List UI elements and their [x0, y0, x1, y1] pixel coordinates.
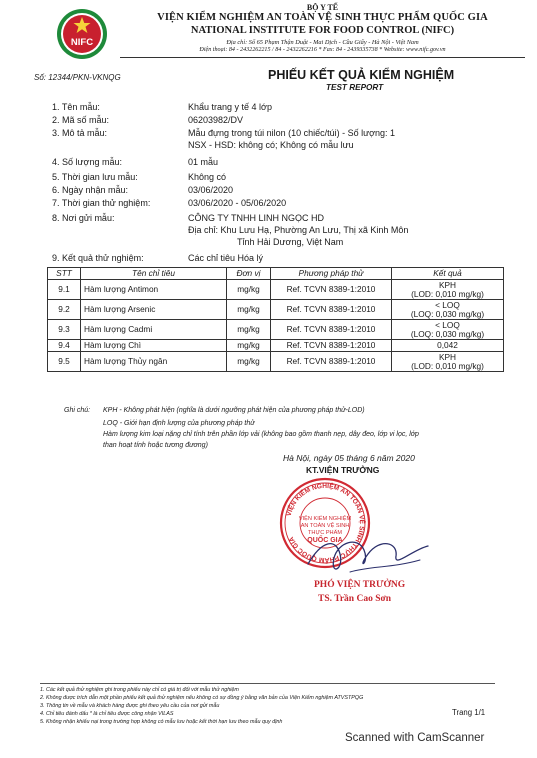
row-stt: 9.4 — [48, 340, 81, 352]
institute-contact: Điện thoại: 84 - 2432262215 / 84 - 2432262216 * Fax: 84 - 2439335738 * Website: www.nifc.gov.vn — [199, 47, 446, 53]
row-param: Hàm lượng Antimon — [81, 280, 227, 300]
svg-text:QUỐC GIA: QUỐC GIA — [307, 537, 343, 544]
table-row — [48, 320, 504, 340]
institute-name-en: NATIONAL INSTITUTE FOR FOOD CONTROL (NIFC) — [190, 25, 455, 36]
field-value-retention: Không có — [188, 172, 227, 182]
field-label-test-period: 7. Thời gian thử nghiệm: — [52, 198, 151, 208]
result-limit: (LOD: 0,010 mg/kg) — [411, 360, 484, 371]
note-line: than hoạt tính hoặc tương đương) — [103, 442, 208, 449]
table-row — [48, 300, 504, 320]
row-param: Hàm lượng Chì — [81, 340, 227, 352]
field-label-sender: 8. Nơi gửi mẫu: — [52, 213, 115, 223]
svg-text:VIỆN KIỂM NGHIỆM: VIỆN KIỂM NGHIỆM — [298, 516, 352, 522]
row-unit: mg/kg — [227, 352, 271, 372]
svg-text:VIỆN KIỂM NGHIỆM AN TOÀN VỆ SI: VIỆN KIỂM NGHIỆM AN TOÀN VỆ SINH THỰC PHẨM QUỐC GIA — [285, 482, 366, 564]
field-value-quantity: 01 mẫu — [188, 157, 219, 167]
field-value-sender-address-2: Tỉnh Hải Dương, Việt Nam — [237, 237, 344, 247]
result-limit: (LOQ: 0,030 mg/kg) — [410, 328, 485, 339]
footer-divider — [40, 683, 495, 684]
footnote: 5. Không nhận khiếu nại trong trường hợp không có mẫu lưu hoặc kết thời hạn lưu theo mẫu quy định — [40, 719, 283, 725]
note-line: LOQ - Giới hạn định lượng của phương pháp thử — [103, 420, 255, 427]
row-unit: mg/kg — [227, 280, 271, 300]
row-method: Ref. TCVN 8389-1:2010 — [271, 352, 392, 372]
document-number: Số: 12344/PKN-VKNQG — [34, 73, 121, 82]
field-value-sample-code: 06203982/DV — [188, 115, 244, 125]
field-label-quantity: 4. Số lượng mẫu: — [52, 157, 122, 167]
signer-name: TS. Trần Cao Sơn — [318, 594, 392, 604]
row-unit: mg/kg — [227, 300, 271, 320]
row-param: Hàm lượng Arsenic — [81, 300, 227, 320]
note-line: Hàm lượng kim loại nặng chỉ tính trên phần lớp vải (không bao gồm thanh nẹp, dây đeo, lớp vi lọc, lớp — [103, 431, 419, 438]
svg-text:THỰC PHẨM: THỰC PHẨM — [308, 530, 342, 536]
table-row — [48, 340, 504, 352]
result-limit: (LOD: 0,010 mg/kg) — [411, 288, 484, 299]
table-row — [48, 352, 504, 372]
results-table — [47, 267, 504, 372]
result-value: < LOQ — [435, 299, 460, 310]
result-value: < LOQ — [435, 319, 460, 330]
row-method: Ref. TCVN 8389-1:2010 — [271, 320, 392, 340]
institute-address: Địa chỉ: Số 65 Phạm Thận Duật - Mai Dịch - Cầu Giấy - Hà Nội - Việt Nam — [226, 39, 419, 46]
field-value-results: Các chỉ tiêu Hóa lý — [188, 253, 264, 263]
page-number: Trang 1/1 — [452, 708, 486, 717]
svg-text:AN TOÀN VỆ SINH: AN TOÀN VỆ SINH — [300, 523, 350, 529]
report-title-en: TEST REPORT — [326, 83, 384, 92]
row-result — [392, 352, 504, 372]
row-method: Ref. TCVN 8389-1:2010 — [271, 340, 392, 352]
report-title-vn: PHIẾU KẾT QUẢ KIỂM NGHIỆM — [268, 68, 455, 82]
scanner-watermark: Scanned with CamScanner — [345, 732, 485, 744]
row-param: Hàm lượng Cadmi — [81, 320, 227, 340]
row-param: Hàm lượng Thủy ngân — [81, 352, 227, 372]
col-header-result: Kết quả — [392, 268, 504, 280]
footnote: 1. Các kết quả thử nghiệm ghi trong phiếu này chỉ có giá trị đối với mẫu thử nghiệm — [40, 687, 239, 693]
field-label-description: 3. Mô tả mẫu: — [52, 128, 108, 138]
field-label-received-date: 6. Ngày nhận mẫu: — [52, 185, 129, 195]
row-stt: 9.5 — [48, 352, 81, 372]
row-result — [392, 320, 504, 340]
field-value-description-2: NSX - HSD: không có; Không có mẫu lưu — [188, 140, 354, 150]
signer-title: PHÓ VIỆN TRƯỞNG — [314, 580, 406, 590]
row-result — [392, 280, 504, 300]
ministry-name: BỘ Y TẾ — [306, 3, 339, 12]
row-method: Ref. TCVN 8389-1:2010 — [271, 300, 392, 320]
col-header-unit: Đơn vị — [227, 268, 271, 280]
field-label-results: 9. Kết quả thử nghiệm: — [52, 253, 144, 263]
row-stt: 9.1 — [48, 280, 81, 300]
table-header-row — [48, 268, 504, 280]
institute-name-vn: VIỆN KIỂM NGHIỆM AN TOÀN VỆ SINH THỰC PHẨM QUỐC GIA — [157, 12, 488, 23]
field-value-sender: CÔNG TY TNHH LINH NGỌC HD — [188, 213, 325, 223]
field-value-sender-address: Địa chỉ: Khu Lưu Hạ, Phường An Lưu, Thị xã Kinh Môn — [188, 225, 409, 235]
row-result — [392, 300, 504, 320]
footnote: 2. Không được trích dẫn một phần phiếu kết quả thử nghiệm nếu không có sự đồng ý bằng văn bản của Viện Kiểm nghiệm ATVSTPQG — [40, 695, 364, 701]
header-divider — [120, 57, 525, 58]
row-stt: 9.3 — [48, 320, 81, 340]
signer-role: KT.VIỆN TRƯỞNG — [306, 465, 380, 475]
row-stt: 9.2 — [48, 300, 81, 320]
field-label-sample-name: 1. Tên mẫu: — [52, 102, 100, 112]
row-method: Ref. TCVN 8389-1:2010 — [271, 280, 392, 300]
col-header-param: Tên chỉ tiêu — [81, 268, 227, 280]
place-date: Hà Nội, ngày 05 tháng 6 năm 2020 — [283, 453, 415, 463]
footnote: 3. Thông tin về mẫu và khách hàng được ghi theo yêu cầu của nơi gửi mẫu — [40, 703, 220, 709]
field-value-sample-name: Khẩu trang y tế 4 lớp — [188, 102, 272, 112]
field-label-retention: 5. Thời gian lưu mẫu: — [52, 172, 138, 182]
svg-text:NIFC: NIFC — [70, 37, 94, 48]
note-line: KPH - Không phát hiện (nghĩa là dưới ngưỡng phát hiện của phương pháp thử-LOD) — [103, 407, 365, 414]
result-value: KPH — [438, 279, 457, 290]
row-result: 0,042 — [392, 340, 504, 352]
col-header-method: Phương pháp thử — [271, 268, 392, 280]
notes-label: Ghi chú: — [64, 407, 91, 414]
table-row — [48, 280, 504, 300]
row-unit: mg/kg — [227, 320, 271, 340]
field-value-test-period: 03/06/2020 - 05/06/2020 — [188, 198, 287, 208]
nifc-logo — [56, 8, 108, 60]
field-label-sample-code: 2. Mã số mẫu: — [52, 115, 110, 125]
field-value-description: Mẫu đựng trong túi nilon (10 chiếc/túi) - Số lượng: 1 — [188, 128, 396, 138]
result-limit: (LOQ: 0,030 mg/kg) — [410, 308, 485, 319]
row-unit: mg/kg — [227, 340, 271, 352]
footnote: 4. Chỉ tiêu đánh dấu * là chỉ tiêu được công nhận VILAS — [40, 711, 174, 717]
result-value: KPH — [438, 351, 457, 362]
col-header-stt: STT — [48, 268, 81, 280]
field-value-received-date: 03/06/2020 — [188, 185, 234, 195]
